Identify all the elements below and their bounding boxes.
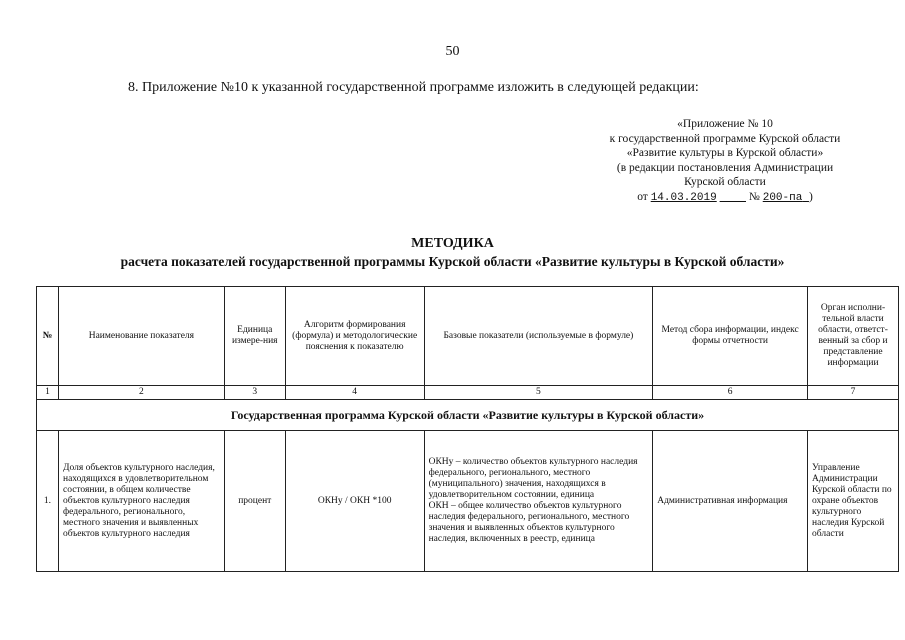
date-underline-pad [720,192,746,204]
collection-method: Административная информация [653,431,808,572]
indicator-formula: ОКНу / ОКН *100 [285,431,424,572]
header-cell: Алгоритм формирования (формула) и методологические пояснения к показателю [285,287,424,386]
date-value: 14.03.2019 [650,191,717,204]
document-subtitle: расчета показателей государственной программы Курской области «Развитие культуры в Курской области» [120,254,785,269]
table-row [37,431,899,572]
appendix-line-4: (в редакции постановления Администрации [616,161,834,174]
document-title: МЕТОДИКА [411,236,494,251]
column-number: 2 [58,386,224,400]
indicator-name: Доля объектов культурного наследия, находящихся в удовлетворительном состоянии, в общем количестве объектов культурного наследия федерального, регионального, местного значения и выявленных объектов культурного наследия [58,431,224,572]
date-prefix: от [637,190,648,203]
column-number: 1 [37,386,59,400]
appendix-line-1: «Приложение № 10 [677,118,773,130]
indicator-unit: процент [224,431,285,572]
header-cell: № [37,287,59,386]
methodology-table [36,286,899,572]
column-number: 3 [224,386,285,400]
responsible-body: Управление Администрации Курской области по охране объектов культурного наследия Курской области [808,431,899,572]
column-number-row [37,386,899,400]
closing-paren: ) [808,190,813,203]
number-prefix: № [748,190,760,203]
appendix-date-line [560,190,890,206]
table-header-row [37,287,899,386]
base-indicators-cell [424,431,653,572]
header-cell: Единица измере-ния [224,287,285,386]
section-row [37,400,899,431]
header-cell: Метод сбора информации, индекс формы отчетности [653,287,808,386]
section-title: Государственная программа Курской области «Развитие культуры в Курской области» [37,400,899,431]
header-cell: Базовые показатели (используемые в формуле) [424,287,653,386]
row-number: 1. [37,431,59,572]
appendix-header [560,117,890,205]
base-indicator-2: ОКН – общее количество объектов культурного наследия федерального, регионального, местного значения и выявленных объектов культурного наследия, включенных в реестр, единица [428,501,630,544]
number-value: 200-па [762,191,803,204]
column-number: 6 [653,386,808,400]
number-underline-pad [802,192,809,204]
column-number: 4 [285,386,424,400]
header-cell: Наименование показателя [58,287,224,386]
header-cell: Орган исполни-тельной власти области, ответст-венный за сбор и представление информации [808,287,899,386]
column-number: 7 [808,386,899,400]
intro-paragraph: 8. Приложение №10 к указанной государственной программе изложить в следующей редакции: [128,80,699,95]
column-number: 5 [424,386,653,400]
appendix-line-3: «Развитие культуры в Курской области» [626,147,824,159]
appendix-line-2: к государственной программе Курской области [609,132,841,145]
base-indicator-1: ОКНу – количество объектов культурного наследия федерального, регионального, местного (муниципального) значения, находящихся в удовлетворительном состоянии, единица [428,457,638,500]
page-number: 50 [445,44,460,59]
appendix-line-5: Курской области [684,176,766,188]
